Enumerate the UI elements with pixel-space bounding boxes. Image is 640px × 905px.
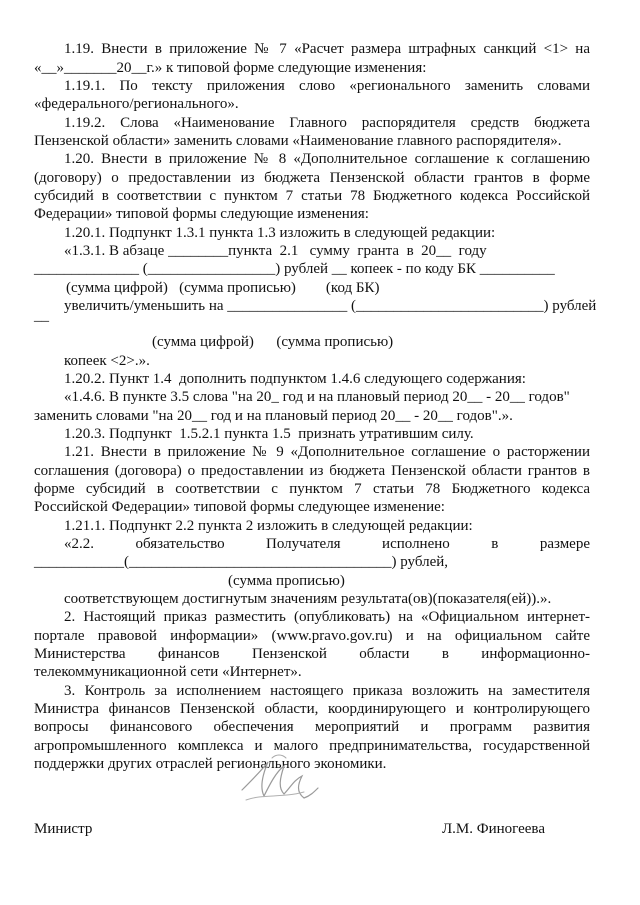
text-line: 1.19.2. Слова «Наименование Главного распорядителя средств бюджета bbox=[64, 115, 590, 131]
text-line: «1.4.6. В пункте 3.5 слова "на 20_ год и на плановый период 20__ - 20__ годов" bbox=[64, 389, 570, 405]
text-line: 1.19.1. По тексту приложения слово «регионального заменить словами bbox=[64, 78, 590, 94]
signer-position: Министр bbox=[34, 821, 93, 837]
text-line: субсидий в соответствии с пунктом 7 статьи 78 Бюджетного кодекса Российской bbox=[34, 188, 590, 204]
text-line: (договору) о предоставлении из бюджета Пензенской области грантов в форме bbox=[34, 170, 590, 186]
text-line: «федерального/регионального». bbox=[34, 96, 239, 112]
text-line: (сумма цифрой) (сумма прописью) bbox=[152, 334, 394, 350]
text-line: заменить словами "на 20__ год и на плановый период 20__ - 20__ годов".». bbox=[34, 408, 513, 424]
text-line: Федерации» типовой формы следующие изменения: bbox=[34, 206, 369, 222]
text-line: вопросы финансового обеспечения мероприятий и программ развития bbox=[34, 719, 590, 735]
text-line: «__»_______20__г.» к типовой форме следующие изменения: bbox=[34, 60, 427, 76]
text-line: __ bbox=[34, 308, 49, 324]
text-line: 2. Настоящий приказ разместить (опубликовать) на «Официальном интернет- bbox=[64, 609, 590, 625]
text-line: ______________ (_________________) рублей __ копеек - по коду БК __________ bbox=[34, 261, 555, 277]
handwritten-signature-icon bbox=[232, 748, 322, 808]
text-line: соответствующем достигнутым значениям результата(ов)(показателя(ей)).». bbox=[64, 591, 552, 607]
text-line: Министра финансов Пензенской области, координирующего и контролирующего bbox=[34, 701, 590, 717]
text-line: форме субсидий в соответствии с пунктом 7 статьи 78 Бюджетного кодекса bbox=[34, 481, 590, 497]
text-line: Министерства финансов Пензенской области в информационно- bbox=[34, 646, 590, 662]
text-line: 1.21. Внести в приложение № 9 «Дополнительное соглашение о расторжении bbox=[64, 444, 590, 460]
text-line: (сумма прописью) bbox=[228, 573, 345, 589]
text-line: 1.20.1. Подпункт 1.3.1 пункта 1.3 изложить в следующей редакции: bbox=[64, 225, 496, 241]
text-line: (сумма цифрой) (сумма прописью) (код БК) bbox=[66, 280, 380, 296]
text-line: 1.20.2. Пункт 1.4 дополнить подпунктом 1.4.6 следующего содержания: bbox=[64, 371, 526, 387]
text-line: 1.21.1. Подпункт 2.2 пункта 2 изложить в следующей редакции: bbox=[64, 518, 473, 534]
text-line: 3. Контроль за исполнением настоящего приказа возложить на заместителя bbox=[64, 683, 590, 699]
text-line: агропромышленного комплекса и малого предпринимательства, государственной bbox=[34, 738, 590, 754]
text-line: 1.20.3. Подпункт 1.5.2.1 пункта 1.5 признать утратившим силу. bbox=[64, 426, 474, 442]
signer-name: Л.М. Финогеева bbox=[442, 821, 545, 837]
text-line: «1.3.1. В абзаце ________пункта 2.1 сумму гранта в 20__ году bbox=[64, 243, 487, 259]
text-line: увеличить/уменьшить на ________________ (_________________________) рублей bbox=[64, 298, 597, 314]
text-line: ____________(___________________________________) рублей, bbox=[34, 554, 449, 570]
text-line: 1.19. Внести в приложение № 7 «Расчет размера штрафных санкций <1> на bbox=[64, 41, 590, 57]
text-line: 1.20. Внести в приложение № 8 «Дополнительное соглашение к соглашению bbox=[64, 151, 590, 167]
text-line: копеек <2>.». bbox=[64, 353, 150, 369]
text-line: портале правовой информации» (www.pravo.gov.ru) и на официальном сайте bbox=[34, 628, 590, 644]
text-line: соглашения (договора) о предоставлении из бюджета Пензенской области грантов в bbox=[34, 463, 590, 479]
text-line: «2.2. обязательство Получателя исполнено в размере bbox=[64, 536, 590, 552]
text-line: поддержки других отраслей регионального экономики. bbox=[34, 756, 387, 772]
text-line: Российской Федерации» типовой формы следующее изменение: bbox=[34, 499, 445, 515]
text-line: Пензенской области» заменить словами «Наименование главного распорядителя». bbox=[34, 133, 562, 149]
text-line: телекоммуникационной сети «Интернет». bbox=[34, 664, 302, 680]
